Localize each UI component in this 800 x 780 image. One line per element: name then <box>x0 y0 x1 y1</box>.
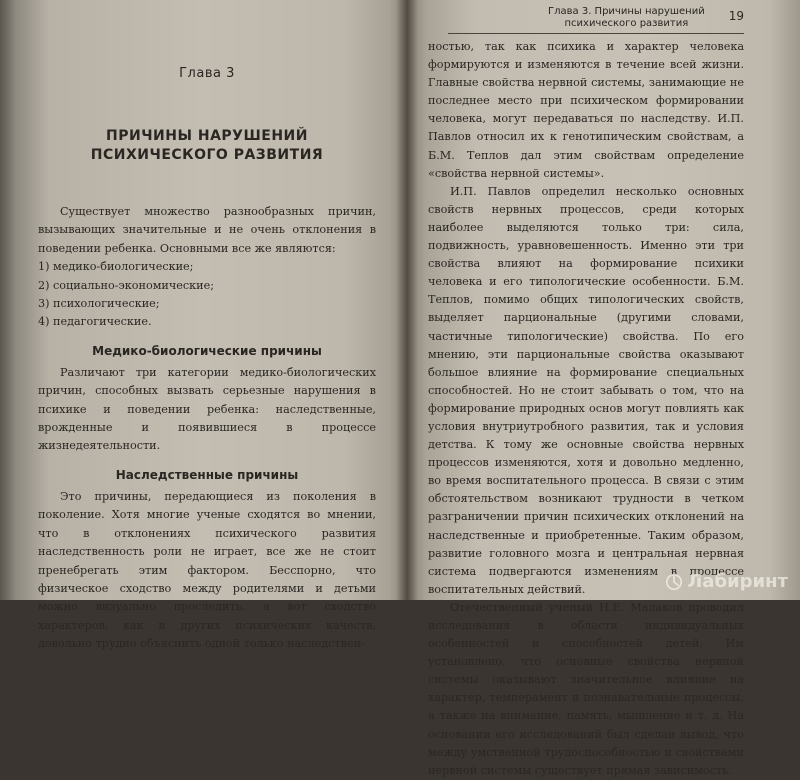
section-heading-medical: Медико-биологические причины <box>92 343 322 358</box>
list-item: 4) педагогические. <box>38 315 152 329</box>
labirint-logo-icon <box>665 573 683 591</box>
list-item: 2) социально-экономические; <box>38 278 214 292</box>
page-number: 19 <box>728 9 744 23</box>
watermark-text: Лабиринт <box>687 571 788 592</box>
book-gutter <box>396 0 418 600</box>
running-title-line-1: Глава 3. Причины нарушений <box>548 6 705 17</box>
section-hereditary-paragraph: Это причины, передающиеся из поколения в поколение. Хотя многие ученые сходятся во мнении, что в отклонениях психического развития наследственность роли не играет, все же не стоит пренебрегать этим фактором. Бесспорно, что физическое сходство между родителями и детьми можно визуально проследить, а вот сходство характеров, как и других психических качеств, довольно трудно объяснить одной только наследствен- <box>38 489 376 651</box>
continuation-paragraph: ностью, так как психика и характер человека формируются и изменяются в течение всей жизни. Главные свойства нервной системы, занимающие не последнее место при психическом формировании человека, могут передаваться по наследству. И.П. Павлов относил их к генотипическим свойствам, а Б.М. Теплов дал этим свойствам определение «свойства нервной системы». <box>428 40 744 180</box>
pavlov-paragraph: И.П. Павлов определил несколько основных свойств нервных процессов, среди которых наиболее выделяются только три: сила, подвижность, уравновешенность. Именно эти три свойства влияют на формирование психики человека и его типологические особенности. Б.М. Теплов, помимо общих типологических свойств, выделяет парциональные (другими словами, частичные типологические) свойства. По его мнению, эти парциональные свойства оказывают большое влияние на формирование специальных способностей. Но не стоит забывать о том, что на формирование природных основ могут повлиять как условия внутриутробного развития, так и условия детства. К тому же основные свойства нервных процессов изменяются, хотя и довольно медленно, во время воспитательного процесса. В связи с этим обстоятельством возникают трудности в четком разграничении причин психических отклонений на наследственные и приобретенные. Таким образом, развитие головного мозга и центральная нервная система подвергаются изменениям в процессе воспитательных действий. <box>428 184 744 596</box>
running-title <box>548 6 705 30</box>
chapter-title <box>38 127 376 165</box>
section-medical-paragraph: Различают три категории медико-биологических причин, способных вызвать серьезные нарушения в психике и поведении ребенка: наследственные, врожденные и появившиеся в процессе жизнедеятельности. <box>38 365 376 453</box>
chapter-title-line-2: ПСИХИЧЕСКОГО РАЗВИТИЯ <box>90 147 324 163</box>
left-page <box>0 0 406 651</box>
watermark <box>665 571 788 592</box>
section-heading-hereditary: Наследственные причины <box>115 467 299 482</box>
list-item: 1) медико-биологические; <box>38 260 194 274</box>
running-header <box>448 0 744 34</box>
right-page <box>406 0 800 777</box>
chapter-label: Глава 3 <box>179 66 235 81</box>
malakov-paragraph: Отечественный ученый Н.Е. Малаков проводил исследования в области индивидуальных особенностей и способностей детей. Им установлено, что основные свойства нервной системы оказывают значительное влияние на характер, темперамент и познавательные процессы, а также на внимание, память, мышление и т. д. На основании его исследований был сделан вывод, что между умственной трудоспособностью и свойствами нервной системы существует прямая зависимость. <box>428 600 744 777</box>
running-title-line-2: психического развития <box>564 18 689 29</box>
causes-list <box>38 258 376 332</box>
list-item: 3) психологические; <box>38 297 160 311</box>
intro-paragraph: Существует множество разнообразных причин, вызывающих значительные и не очень отклонения в поведении ребенка. Основными все же являются: <box>38 205 376 255</box>
chapter-title-line-1: ПРИЧИНЫ НАРУШЕНИЙ <box>106 128 308 144</box>
